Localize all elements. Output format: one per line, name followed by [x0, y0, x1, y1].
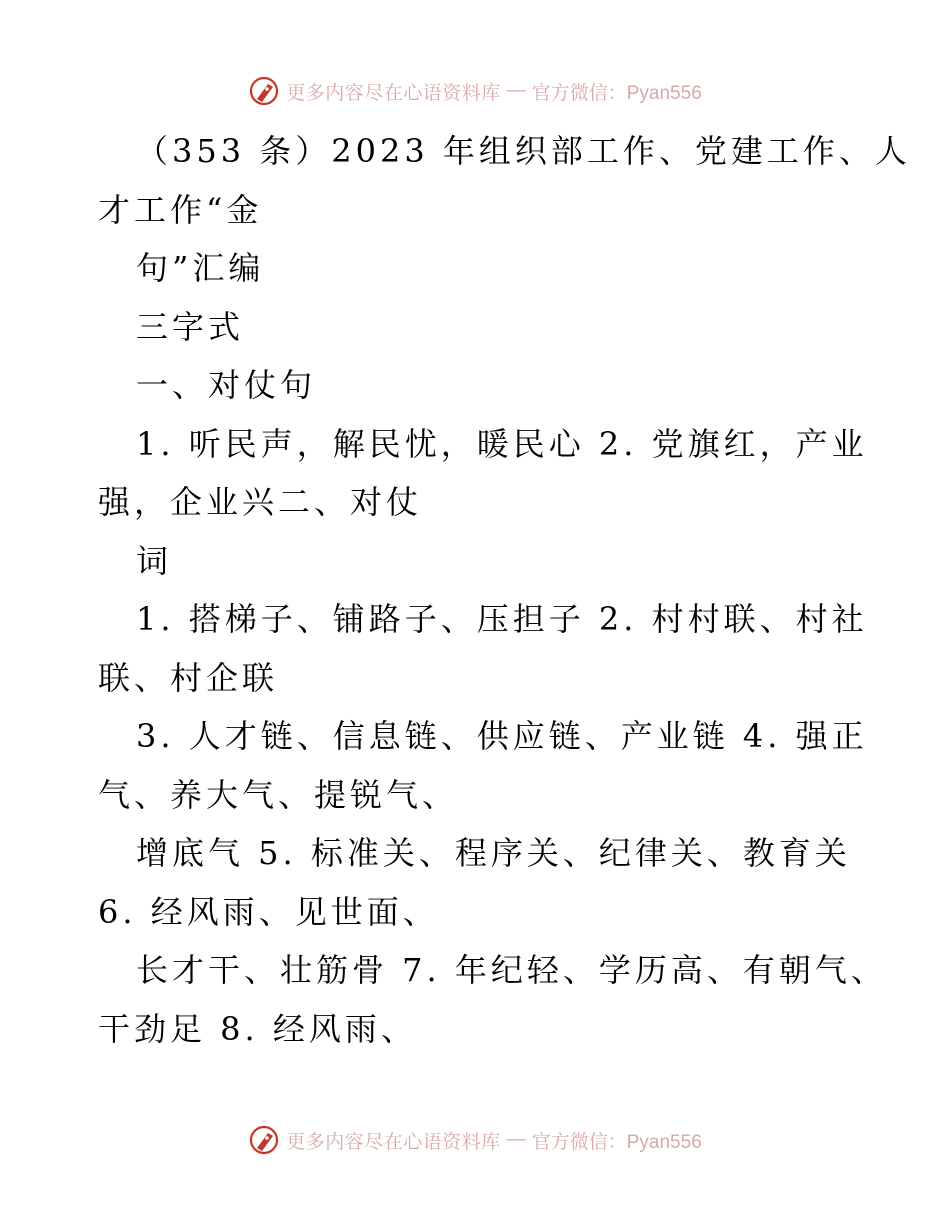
footer-watermark: [0, 1123, 950, 1157]
body-line: 长才干、壮筋骨 7. 年纪轻、学历高、有朝气、: [136, 951, 887, 989]
watermark-dash: —: [506, 1129, 526, 1150]
pen-nib-circle-icon: [248, 75, 280, 107]
watermark-text: 更多内容尽在心语资料库: [286, 1130, 501, 1153]
body-line: 干劲足 8. 经风雨、: [98, 1009, 417, 1048]
document-body: [98, 122, 911, 1058]
body-line: 气、养大气、提锐气、: [98, 775, 459, 814]
body-line: 联、村企联: [98, 658, 279, 697]
body-line: 3. 人才链、信息链、供应链、产业链 4. 强正: [136, 717, 868, 755]
header-watermark: [0, 74, 950, 108]
watermark-contact: 官方微信：Pyan556: [531, 1131, 702, 1153]
body-line: 1. 听民声，解民忧，暖民心 2. 党旗红，产业: [136, 424, 868, 463]
body-line: 6. 经风雨、见世面、: [98, 892, 439, 931]
watermark-dash: —: [506, 80, 526, 101]
body-line: 1. 搭梯子、铺路子、压担子 2. 村村联、村社: [136, 600, 868, 638]
pen-nib-circle-icon: [248, 1124, 280, 1156]
body-line: 增底气 5. 标准关、程序关、纪律关、教育关: [136, 834, 851, 872]
watermark-contact: 官方微信：Pyan556: [531, 82, 702, 104]
watermark-text: 更多内容尽在心语资料库: [286, 81, 501, 104]
document-title-line: 才工作“金: [98, 190, 263, 229]
document-title-line: 句”汇编: [136, 249, 265, 287]
document-title-line: （353 条）2023 年组织部工作、党建工作、人: [136, 132, 911, 170]
body-line: 强，企业兴二、对仗: [98, 483, 423, 521]
body-line: 词: [136, 541, 173, 580]
subsection-heading: 一、对仗句: [136, 366, 317, 404]
section-heading: 三字式: [136, 307, 245, 346]
